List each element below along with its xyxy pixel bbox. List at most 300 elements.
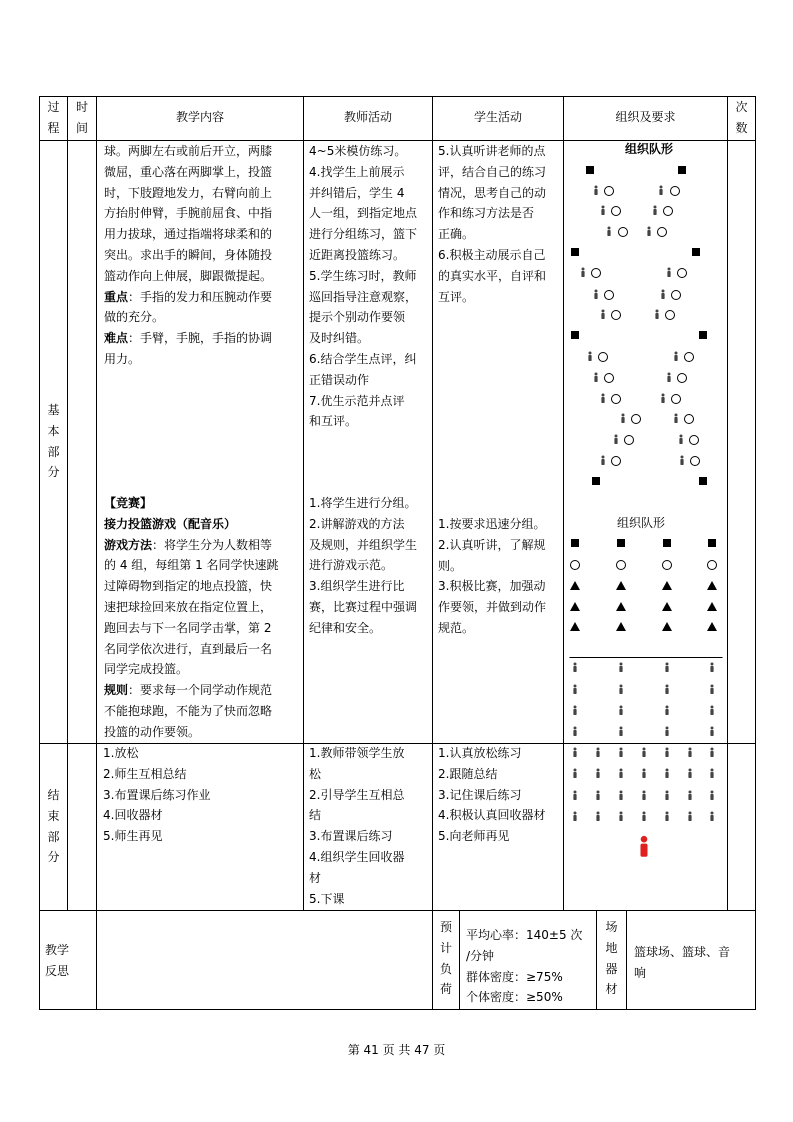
- student-figure-icon: [573, 688, 576, 694]
- circle-marker-icon: [658, 228, 667, 237]
- teacher-line: 提示个别动作要领: [309, 310, 406, 325]
- student-figure-icon: [661, 397, 664, 403]
- student-figure-icon: [573, 772, 576, 778]
- student-figure-icon: [679, 438, 682, 444]
- org-title-top: 组织队形: [625, 142, 674, 156]
- square-marker-icon: [678, 166, 686, 174]
- student-figure-icon: [711, 748, 714, 751]
- venue-line: 篮球场、篮球、音: [634, 945, 731, 959]
- student-figure-icon: [620, 769, 623, 772]
- circle-marker-icon: [671, 187, 680, 196]
- key-point-label: 重点: [104, 289, 129, 304]
- student-figure-icon: [710, 666, 713, 672]
- student-figure-icon: [647, 230, 650, 236]
- student-figure-icon: [643, 748, 646, 751]
- student-line: 互评。: [438, 289, 475, 304]
- student-figure-icon: [689, 791, 692, 794]
- circle-marker-icon: [690, 436, 699, 445]
- square-marker-icon: [663, 539, 671, 547]
- student-figure-icon: [711, 685, 714, 688]
- student-figure-icon: [662, 290, 665, 293]
- content-line: 时，下肢蹬地发力，右臂向前上: [104, 185, 273, 200]
- student-figure-icon: [675, 414, 678, 417]
- label-char: 器: [605, 961, 618, 976]
- student-figure-icon: [620, 685, 623, 688]
- student-figure-icon: [573, 709, 576, 715]
- student-figure-icon: [688, 815, 691, 821]
- student-figure-icon: [654, 206, 657, 209]
- teacher-line: 赛，比赛过程中强调: [309, 599, 418, 614]
- teacher-line: 2.讲解游戏的方法: [309, 516, 405, 531]
- student-figure-icon: [594, 376, 597, 382]
- student-figure-icon: [601, 397, 604, 403]
- student-figure-icon: [642, 815, 645, 821]
- content-line: 同学完成投篮。: [104, 662, 189, 677]
- difficulty-text: ：手臂，手腕，手指的协调: [128, 331, 273, 346]
- rule-label: 规则: [104, 683, 129, 698]
- triangle-marker-icon: [662, 602, 672, 611]
- student-figure-icon: [710, 794, 713, 800]
- label-char: 基: [47, 403, 60, 417]
- circle-marker-icon: [592, 269, 601, 278]
- student-figure-icon: [667, 271, 670, 277]
- header-content: 教学内容: [175, 110, 224, 124]
- ending-line: 4.组织学生回收器: [309, 849, 405, 864]
- student-figure-icon: [665, 751, 668, 757]
- ending-line: 4.回收器材: [103, 808, 163, 823]
- method-label: 游戏方法: [104, 537, 153, 552]
- load-line: 个体密度：≥50%: [466, 990, 563, 1005]
- student-figure-icon: [596, 815, 599, 821]
- circle-marker-icon: [605, 187, 614, 196]
- label-char: 预: [439, 920, 452, 934]
- label-char: 本: [47, 423, 60, 438]
- student-figure-icon: [668, 373, 671, 376]
- circle-marker-icon: [617, 561, 626, 570]
- student-line: 3.积极比赛，加强动: [438, 579, 546, 594]
- student-figure-icon: [602, 310, 605, 313]
- student-figure-icon: [665, 666, 668, 672]
- student-figure-icon: [581, 271, 584, 277]
- teacher-line: 近距离投篮练习。: [309, 247, 406, 262]
- ending-line: 2.引导学生互相总: [309, 787, 405, 802]
- circle-marker-icon: [666, 311, 675, 320]
- student-figure-icon: [710, 815, 713, 821]
- student-figure-icon: [620, 706, 623, 709]
- student-figure-icon: [689, 769, 692, 772]
- ending-line: 3.记住课后练习: [438, 787, 522, 802]
- student-figure-icon: [710, 751, 713, 757]
- teacher-line: 及时纠错。: [309, 331, 370, 346]
- square-marker-icon: [592, 477, 600, 485]
- student-figure-icon: [602, 394, 605, 397]
- teacher-line: 5.学生练习时，教师: [309, 268, 417, 283]
- org-title-bottom: 组织队形: [617, 516, 666, 530]
- triangle-marker-icon: [707, 581, 717, 590]
- ending-line: 1.教师带领学生放: [309, 746, 405, 760]
- reflection-label: [45, 940, 95, 982]
- teacher-line: 及规则，并组织学生: [309, 537, 418, 552]
- reflection-label-line: 反思: [45, 963, 70, 978]
- student-figure-icon: [665, 730, 668, 736]
- student-figure-icon: [680, 435, 683, 438]
- content-line: 突出。求出手的瞬间，身体随投: [104, 247, 273, 262]
- student-figure-icon: [619, 815, 622, 821]
- ending-line: 5.师生再见: [103, 829, 163, 844]
- triangle-marker-icon: [616, 602, 626, 611]
- triangle-marker-icon: [662, 581, 672, 590]
- ending-line: 结: [309, 808, 322, 823]
- student-figure-icon: [620, 812, 623, 815]
- content-line: 用力。: [104, 351, 141, 366]
- student-figure-icon: [675, 352, 678, 355]
- section-label-ending: [40, 785, 67, 868]
- circle-marker-icon: [708, 561, 717, 570]
- label-char: 束: [47, 808, 60, 823]
- student-figure-icon: [597, 748, 600, 751]
- student-figure-icon: [602, 206, 605, 209]
- ending-line: 松: [309, 766, 322, 781]
- square-marker-icon: [699, 331, 707, 339]
- triangle-marker-icon: [570, 622, 580, 631]
- student-line: 评，结合自己的练习: [438, 164, 547, 179]
- teacher-line: 3.组织学生进行比: [309, 579, 405, 594]
- triangle-marker-icon: [616, 622, 626, 631]
- header-time-char: 间: [75, 120, 88, 135]
- student-line: 6.积极主动展示自己: [438, 247, 546, 262]
- student-figure-icon: [574, 748, 577, 751]
- square-marker-icon: [571, 539, 579, 547]
- student-line: 作要领，并做到动作: [438, 600, 547, 615]
- circle-marker-icon: [685, 415, 694, 424]
- student-figure-icon: [608, 227, 611, 230]
- student-figure-icon: [710, 730, 713, 736]
- student-figure-icon: [711, 791, 714, 794]
- student-figure-icon: [641, 836, 648, 843]
- teacher-line: 6.结合学生点评，纠: [309, 351, 417, 366]
- page-number: 第 41 页 共 47 页: [347, 1043, 446, 1057]
- student-figure-icon: [643, 769, 646, 772]
- student-figure-icon: [665, 815, 668, 821]
- student-figure-icon: [665, 772, 668, 778]
- student-figure-icon: [711, 769, 714, 772]
- student-figure-icon: [666, 685, 669, 688]
- student-figure-icon: [688, 794, 691, 800]
- header-org: 组织及要求: [615, 110, 676, 124]
- student-figure-icon: [666, 727, 669, 730]
- header-time-char: 时: [75, 100, 88, 114]
- square-marker-icon: [708, 539, 716, 547]
- label-char: 结: [47, 788, 60, 802]
- student-figure-icon: [602, 456, 605, 459]
- teacher-line: 1.将学生进行分组。: [309, 496, 417, 510]
- teacher-line: 正错误动作: [309, 372, 370, 387]
- load-line: 群体密度：≥75%: [466, 969, 563, 984]
- student-figure-icon: [573, 730, 576, 736]
- student-line: 情况，思考自己的动: [438, 185, 547, 200]
- student-figure-icon: [619, 751, 622, 757]
- student-figure-icon: [619, 666, 622, 672]
- student-figure-icon: [620, 791, 623, 794]
- square-marker-icon: [586, 166, 594, 174]
- ending-line: 4.积极认真回收器材: [438, 808, 546, 823]
- student-figure-icon: [668, 268, 671, 271]
- student-figure-icon: [619, 772, 622, 778]
- student-figure-icon: [574, 791, 577, 794]
- teacher-line: 4~5米模仿练习。: [309, 144, 407, 158]
- student-figure-icon: [688, 751, 691, 757]
- venue-line: 响: [634, 965, 647, 980]
- ending-student: [438, 743, 563, 847]
- student-figure-icon: [659, 189, 662, 195]
- student-figure-icon: [642, 794, 645, 800]
- student-figure-icon: [643, 791, 646, 794]
- student-line: 作和练习方法是否: [438, 206, 535, 221]
- student-figure-icon: [619, 794, 622, 800]
- student-figure-icon: [666, 748, 669, 751]
- student-figure-icon: [621, 417, 624, 423]
- student-figure-icon: [597, 812, 600, 815]
- student-figure-icon: [574, 706, 577, 709]
- teacher-line: 并纠错后，学生 4: [309, 185, 405, 200]
- triangle-marker-icon: [570, 581, 580, 590]
- student-figure-icon: [711, 812, 714, 815]
- student-figure-icon: [619, 688, 622, 694]
- rule-text: ：要求每一个同学动作规范: [128, 683, 273, 698]
- student-figure-icon: [620, 748, 623, 751]
- student-figure-icon: [620, 727, 623, 730]
- student-figure-icon: [674, 417, 677, 423]
- content-line: 不能抱球跑，不能为了快而忽略: [104, 703, 273, 718]
- teacher-line: 纪律和安全。: [309, 620, 382, 635]
- teacher-line: 7.优生示范并点评: [309, 393, 405, 408]
- student-figure-icon: [665, 709, 668, 715]
- header-process-char: 过: [47, 100, 60, 114]
- student-figure-icon: [620, 663, 623, 666]
- student-figure-icon: [619, 730, 622, 736]
- ending-content: [103, 743, 301, 847]
- student-figure-icon: [666, 812, 669, 815]
- circle-marker-icon: [664, 207, 673, 216]
- circle-marker-icon: [599, 353, 608, 362]
- student-line: 的真实水平，自评和: [438, 268, 547, 283]
- student-line: 2.认真听讲，了解规: [438, 537, 546, 552]
- content-line: 用力拔球，通过指端将球柔和的: [104, 227, 273, 242]
- student-figure-icon: [666, 791, 669, 794]
- label-char: 部: [47, 829, 60, 844]
- student-figure-icon: [594, 293, 597, 299]
- student-figure-icon: [573, 751, 576, 757]
- circle-marker-icon: [605, 291, 614, 300]
- student-figure-icon: [596, 772, 599, 778]
- circle-marker-icon: [612, 457, 621, 466]
- student-figure-icon: [667, 376, 670, 382]
- teacher-line: 4.找学生上前展示: [309, 164, 405, 179]
- student-figure-icon: [688, 772, 691, 778]
- content-line: 投篮的动作要领。: [104, 724, 201, 739]
- load-line: /分钟: [466, 948, 495, 963]
- label-char: 分: [47, 850, 60, 865]
- ending-line: 1.放松: [103, 746, 139, 760]
- ending-line: 2.跟随总结: [438, 766, 498, 781]
- contest-title: 【竞赛】: [104, 496, 153, 510]
- difficulty-label: 难点: [104, 331, 129, 346]
- key-point-text: ：手指的发力和压腕动作要: [128, 289, 273, 304]
- teacher-line: 巡回指导注意观察，: [309, 289, 418, 304]
- square-marker-icon: [617, 539, 625, 547]
- triangle-marker-icon: [707, 602, 717, 611]
- circle-marker-icon: [612, 311, 621, 320]
- triangle-marker-icon: [662, 622, 672, 631]
- label-char: 负: [439, 961, 452, 976]
- load-label: [433, 917, 459, 1000]
- ending-line: 2.师生互相总结: [103, 766, 187, 781]
- student-figure-icon: [660, 186, 663, 189]
- student-figure-icon: [595, 186, 598, 189]
- student-figure-icon: [662, 394, 665, 397]
- student-figure-icon: [648, 227, 651, 230]
- label-char: 计: [439, 940, 452, 955]
- header-student: 学生活动: [473, 110, 522, 124]
- method-text: ：将学生分为人数相等: [152, 537, 273, 552]
- student-figure-icon: [573, 815, 576, 821]
- student-figure-icon: [601, 459, 604, 465]
- square-marker-icon: [692, 248, 700, 256]
- label-char: 场: [605, 920, 618, 934]
- student-figure-icon: [596, 794, 599, 800]
- student-figure-icon: [711, 706, 714, 709]
- content-line: 球。两脚左右或前后开立，两膝: [104, 144, 273, 158]
- label-char: 分: [47, 465, 60, 480]
- student-figure-icon: [655, 313, 658, 319]
- teacher-line: 和互评。: [309, 414, 358, 429]
- label-char: 部: [47, 444, 60, 459]
- content-line: 跑回去与下一名同学击掌，第 2: [104, 620, 272, 635]
- student-figure-icon: [607, 230, 610, 236]
- student-figure-icon: [665, 688, 668, 694]
- circle-marker-icon: [663, 561, 672, 570]
- circle-marker-icon: [619, 228, 628, 237]
- load-values: [466, 925, 596, 1008]
- circle-marker-icon: [632, 415, 641, 424]
- student-figure-icon: [711, 663, 714, 666]
- circle-marker-icon: [672, 395, 681, 404]
- content-line: 做的充分。: [104, 310, 165, 325]
- student-figure-icon: [640, 844, 647, 857]
- circle-marker-icon: [605, 374, 614, 383]
- load-line: 平均心率：140±5 次: [466, 928, 583, 942]
- label-char: 荷: [439, 982, 452, 997]
- content-line: 过障碍物到指定的地点投篮，快: [104, 579, 273, 594]
- student-line: 正确。: [438, 227, 475, 242]
- student-figure-icon: [681, 456, 684, 459]
- circle-marker-icon: [691, 457, 700, 466]
- student-figure-icon: [601, 209, 604, 215]
- ending-teacher: [309, 743, 433, 909]
- student-figure-icon: [619, 709, 622, 715]
- student-figure-icon: [574, 727, 577, 730]
- student-figure-icon: [643, 812, 646, 815]
- student-figure-icon: [666, 769, 669, 772]
- student-figure-icon: [642, 751, 645, 757]
- content-line: 方抬肘伸臂，手腕前屈食、中指: [104, 206, 273, 221]
- label-char: 地: [605, 940, 618, 955]
- student-figure-icon: [595, 373, 598, 376]
- venue-label: [597, 917, 626, 1000]
- student-figure-icon: [710, 709, 713, 715]
- teacher-line: 人一组，到指定地点: [309, 206, 418, 221]
- circle-marker-icon: [612, 395, 621, 404]
- square-marker-icon: [571, 331, 579, 339]
- square-marker-icon: [571, 248, 579, 256]
- circle-marker-icon: [678, 374, 687, 383]
- reflection-label-line: 教学: [45, 943, 70, 957]
- circle-marker-icon: [672, 291, 681, 300]
- ending-line: 3.布置课后练习: [309, 829, 393, 844]
- circle-marker-icon: [625, 436, 634, 445]
- circle-marker-icon: [571, 561, 580, 570]
- game-title: 接力投篮游戏（配音乐）: [104, 516, 237, 531]
- student-figure-icon: [622, 414, 625, 417]
- triangle-marker-icon: [570, 602, 580, 611]
- circle-marker-icon: [612, 207, 621, 216]
- header-count-char: 次: [735, 100, 748, 114]
- student-figure-icon: [588, 355, 591, 361]
- student-figure-icon: [597, 769, 600, 772]
- student-figure-icon: [680, 459, 683, 465]
- student-figure-icon: [653, 209, 656, 215]
- student-figure-icon: [574, 685, 577, 688]
- student-figure-icon: [614, 438, 617, 444]
- teacher-line: 进行分组练习，篮下: [309, 227, 418, 242]
- student-figure-icon: [710, 772, 713, 778]
- content-line: 微屈，重心落在两脚掌上，投篮: [104, 164, 273, 179]
- student-figure-icon: [711, 727, 714, 730]
- triangle-marker-icon: [707, 622, 717, 631]
- ending-line: 1.认真放松练习: [438, 746, 522, 760]
- student-figure-icon: [589, 352, 592, 355]
- content-line: 的 4 组，每组第 1 名同学快速跳: [104, 558, 279, 573]
- student-figure-icon: [665, 794, 668, 800]
- student-figure-icon: [573, 666, 576, 672]
- content-line: 速把球捡回来放在指定位置上，: [104, 599, 273, 614]
- ending-line: 3.布置课后练习作业: [103, 787, 211, 802]
- student-figure-icon: [595, 290, 598, 293]
- content-line: 名同学依次进行，直到最后一名: [104, 641, 273, 656]
- student-figure-icon: [601, 313, 604, 319]
- circle-marker-icon: [678, 269, 687, 278]
- square-marker-icon: [699, 477, 707, 485]
- header-process-char: 程: [47, 120, 60, 135]
- student-line: 1.按要求迅速分组。: [438, 517, 546, 531]
- student-figure-icon: [666, 706, 669, 709]
- student-figure-icon: [661, 293, 664, 299]
- student-figure-icon: [574, 663, 577, 666]
- student-figure-icon: [597, 791, 600, 794]
- student-line: 则。: [438, 558, 463, 573]
- triangle-marker-icon: [616, 581, 626, 590]
- student-line: 5.认真听讲老师的点: [438, 144, 546, 158]
- ending-line: 材: [309, 870, 322, 885]
- student-figure-icon: [710, 688, 713, 694]
- student-figure-icon: [656, 310, 659, 313]
- student-figure-icon: [582, 268, 585, 271]
- student-figure-icon: [642, 772, 645, 778]
- student-figure-icon: [615, 435, 618, 438]
- label-char: 材: [605, 982, 618, 997]
- student-figure-icon: [674, 355, 677, 361]
- student-figure-icon: [594, 189, 597, 195]
